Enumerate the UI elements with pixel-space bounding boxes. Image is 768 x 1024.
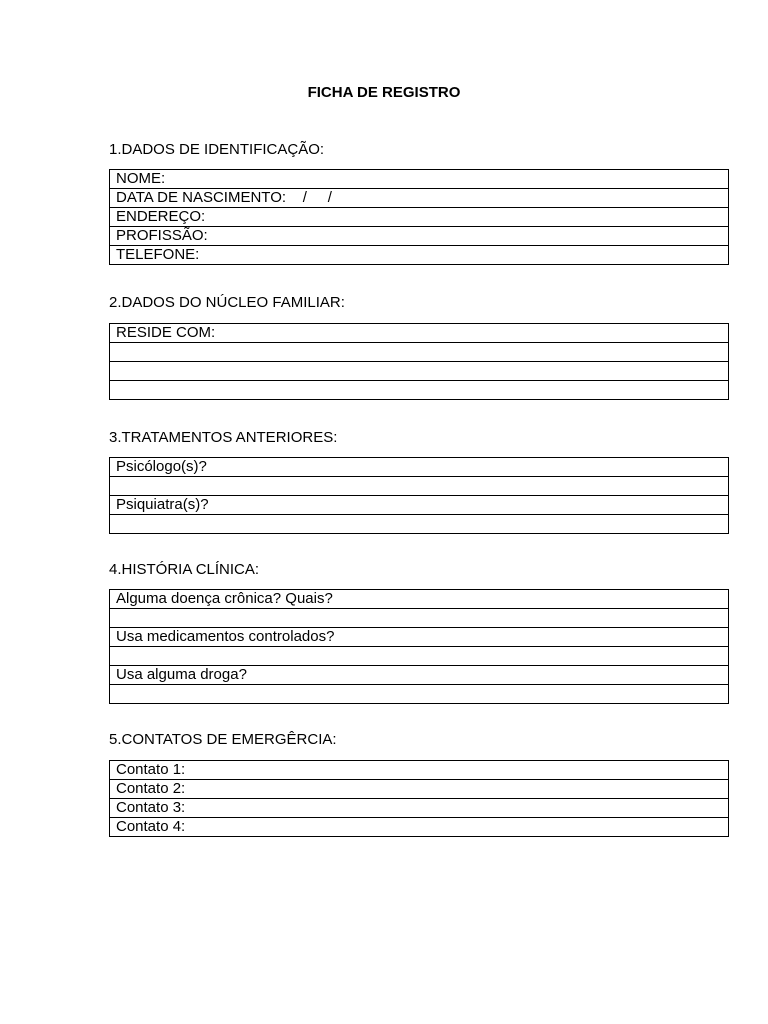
field-medicamentos-answer[interactable] — [110, 646, 728, 665]
field-telefone[interactable]: TELEFONE: — [110, 245, 728, 264]
field-droga-answer[interactable] — [110, 684, 728, 703]
field-reside-com-line[interactable] — [110, 342, 728, 361]
field-contato-1[interactable]: Contato 1: — [116, 761, 186, 778]
field-psiquiatra[interactable]: Psiquiatra(s)? — [110, 495, 728, 514]
field-doenca-cronica-answer[interactable] — [110, 608, 728, 627]
field-reside-com-line[interactable] — [110, 361, 728, 380]
section-identificacao — [109, 141, 729, 263]
section-heading: 3.TRATAMENTOS ANTERIORES: — [109, 429, 338, 446]
field-profissao[interactable]: PROFISSÃO: — [110, 226, 728, 245]
field-contato-2[interactable]: Contato 2: — [110, 779, 728, 798]
field-psicologo[interactable]: Psicólogo(s)? — [116, 458, 207, 475]
section-historia-clinica — [109, 561, 729, 683]
historia-clinica-table — [109, 589, 729, 704]
section-contatos-emergencia — [109, 731, 729, 835]
document-title: FICHA DE REGISTRO — [307, 84, 461, 101]
section-heading: 4.HISTÓRIA CLÍNICA: — [109, 561, 260, 578]
field-endereco[interactable]: ENDEREÇO: — [110, 207, 728, 226]
identificacao-table — [109, 169, 729, 265]
nucleo-familiar-table — [109, 323, 729, 400]
section-heading: 2.DADOS DO NÚCLEO FAMILIAR: — [109, 294, 345, 311]
field-contato-3[interactable]: Contato 3: — [110, 798, 728, 817]
tratamentos-table — [109, 457, 729, 534]
section-nucleo-familiar — [109, 294, 729, 341]
field-contato-4[interactable]: Contato 4: — [110, 817, 728, 836]
field-reside-com-line[interactable] — [110, 380, 728, 399]
field-nome[interactable]: NOME: — [116, 170, 166, 187]
field-droga[interactable]: Usa alguma droga? — [110, 665, 728, 684]
section-heading: 1.DADOS DE IDENTIFICAÇÃO: — [109, 141, 325, 158]
field-medicamentos[interactable]: Usa medicamentos controlados? — [110, 627, 728, 646]
field-psicologo-answer[interactable] — [110, 476, 728, 495]
section-tratamentos — [109, 429, 729, 513]
field-reside-com[interactable]: RESIDE COM: — [116, 324, 216, 341]
field-psiquiatra-answer[interactable] — [110, 514, 728, 533]
contatos-table — [109, 760, 729, 837]
section-heading: 5.CONTATOS DE EMERGÊRCIA: — [109, 731, 337, 748]
field-doenca-cronica[interactable]: Alguma doença crônica? Quais? — [116, 590, 333, 607]
field-data-nascimento[interactable]: DATA DE NASCIMENTO: / / — [110, 188, 728, 207]
